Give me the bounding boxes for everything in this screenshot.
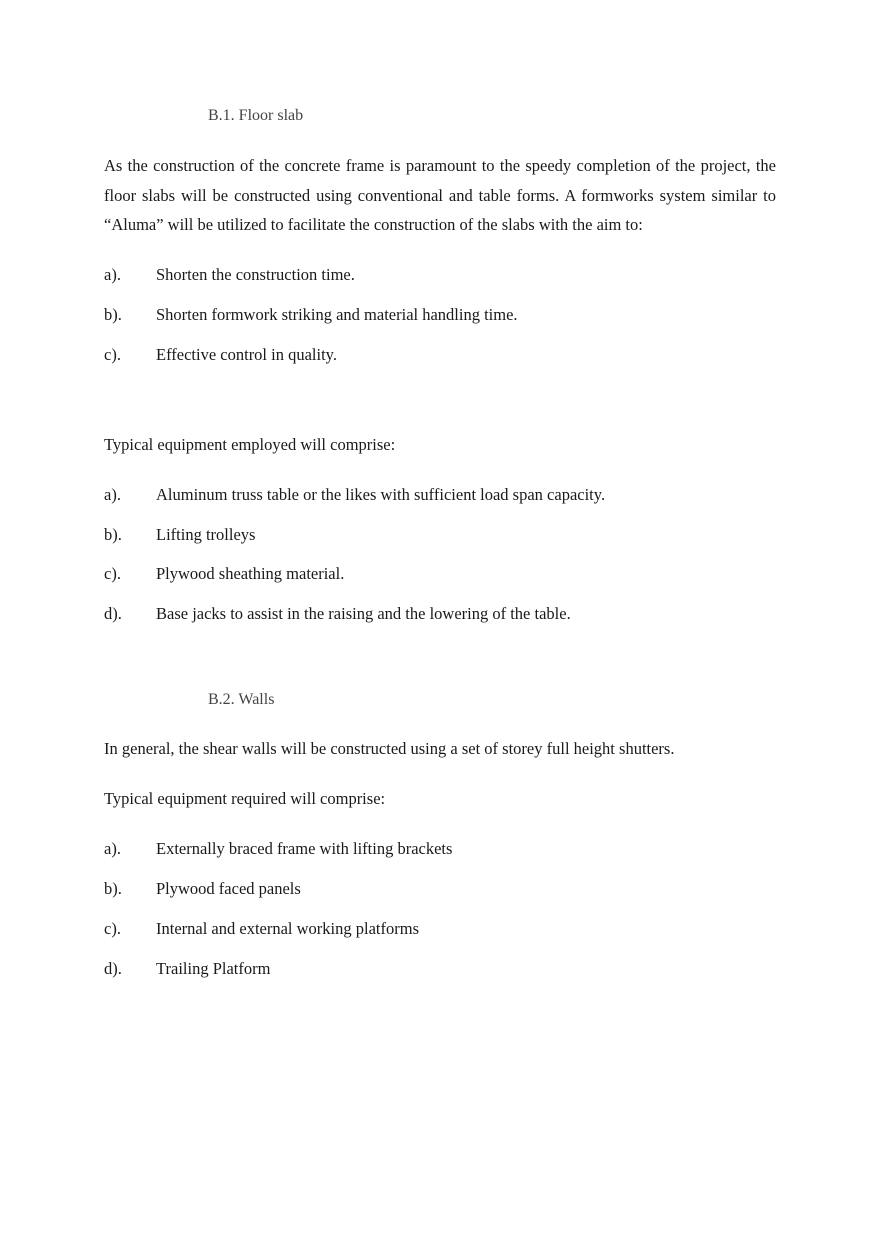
list-item-text: Trailing Platform: [156, 959, 271, 978]
list-marker: a).: [104, 839, 121, 858]
list-item-text: Plywood faced panels: [156, 879, 301, 898]
list-marker: c).: [104, 564, 121, 583]
list-marker: b).: [104, 525, 122, 544]
list-item-text: Plywood sheathing material.: [156, 564, 345, 583]
floor-slab-intro-paragraph: As the construction of the concrete frame is paramount to the speedy completion of the project, the floor slabs will be constructed using conventional and table forms. A formworks system similar to “Aluma” will be utilized to facilitate the construction of the slabs with the aim to:: [104, 156, 776, 234]
list-item-text: Effective control in quality.: [156, 345, 337, 364]
list-item-text: Base jacks to assist in the raising and the lowering of the table.: [156, 604, 571, 623]
list-item-text: Shorten the construction time.: [156, 265, 355, 284]
list-item-text: Shorten formwork striking and material handling time.: [156, 305, 518, 324]
section-heading-floor-slab: B.1. Floor slab: [208, 107, 304, 124]
list-item-text: Internal and external working platforms: [156, 919, 419, 938]
list-item-text: Lifting trolleys: [156, 525, 256, 544]
list-marker: c).: [104, 919, 121, 938]
list-item-text: Aluminum truss table or the likes with sufficient load span capacity.: [156, 485, 606, 504]
list-item-text: Externally braced frame with lifting brackets: [156, 839, 453, 858]
list-marker: d).: [104, 959, 122, 978]
section-heading-walls: B.2. Walls: [208, 691, 275, 708]
list-marker: a).: [104, 485, 121, 504]
list-marker: b).: [104, 879, 122, 898]
list-marker: d).: [104, 604, 122, 623]
walls-equipment-intro: Typical equipment required will comprise:: [104, 789, 386, 808]
walls-intro-paragraph: In general, the shear walls will be constructed using a set of storey full height shutters.: [104, 739, 675, 758]
list-marker: a).: [104, 265, 121, 284]
list-marker: b).: [104, 305, 122, 324]
floor-slab-equipment-intro: Typical equipment employed will comprise:: [104, 435, 396, 454]
list-marker: c).: [104, 345, 121, 364]
